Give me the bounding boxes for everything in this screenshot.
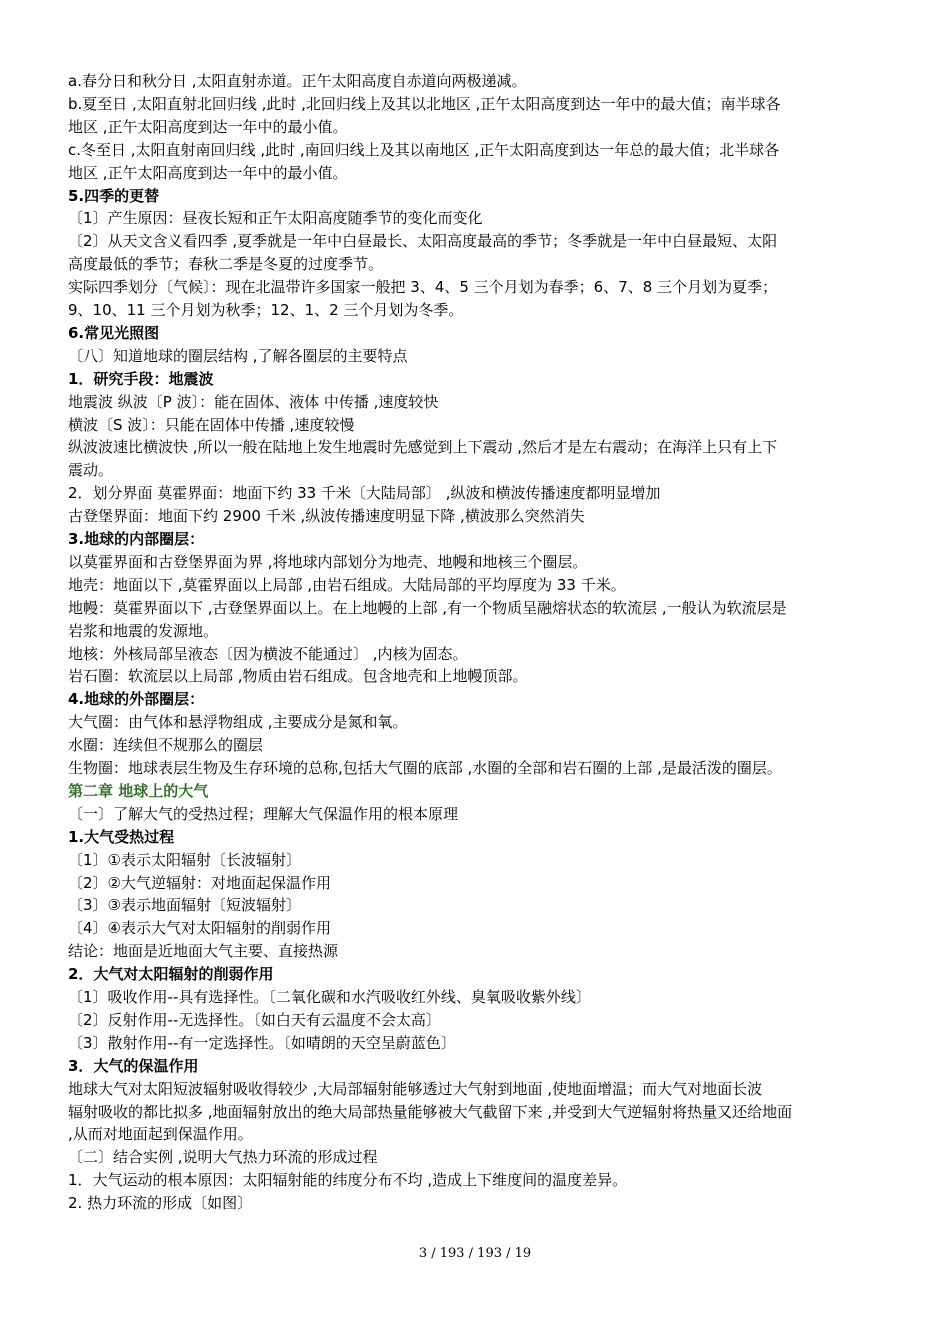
text-line: 横波〔S 波〕：只能在固体中传播 ,速度较慢 bbox=[68, 415, 355, 434]
text-line: a.春分日和秋分日 ,太阳直射赤道。正午太阳高度自赤道向两极递减。 bbox=[68, 72, 527, 90]
text-line: 〔4〕④表示大气对太阳辐射的削弱作用 bbox=[68, 919, 331, 938]
text-line: 〔2〕从天文含义看四季 ,夏季就是一年中白昼最长、太阳高度最高的季节；冬季就是一年中白昼最短、太阳 bbox=[68, 232, 778, 251]
text-line: 岩浆和地震的发源地。 bbox=[68, 621, 219, 640]
text-line: ,从而对地面起到保温作用。 bbox=[68, 1125, 253, 1144]
text-line: 生物圈：地球表层生物及生存环境的总称,包括大气圈的底部 ,水圈的全部和岩石圈的上部 ,是最活泼的圈层。 bbox=[68, 759, 782, 777]
text-line: 〔3〕散射作用--有一定选择性。〔如晴朗的天空呈蔚蓝色〕 bbox=[68, 1033, 456, 1052]
text-line: 2. 热力环流的形成〔如图〕 bbox=[68, 1194, 253, 1213]
text-line: 地幔：莫霍界面以下 ,古登堡界面以上。在上地幔的上部 ,有一个物质呈融熔状态的软流层 ,一般认为软流层是 bbox=[68, 598, 787, 617]
text-line: 〔3〕③表示地面辐射〔短波辐射〕 bbox=[68, 896, 301, 915]
text-line: 以莫霍界面和古登堡界面为界 ,将地球内部划分为地壳、地幔和地核三个圈层。 bbox=[68, 552, 588, 571]
text-line: 岩石圈：软流层以上局部 ,物质由岩石组成。包含地壳和上地幔顶部。 bbox=[68, 667, 528, 686]
text-line: 〔一〕了解大气的受热过程；理解大气保温作用的根本原理 bbox=[68, 804, 459, 823]
section-heading: 1．研究手段：地震波 bbox=[68, 369, 214, 388]
text-line: 2．划分界面 莫霍界面：地面下约 33 千米〔大陆局部〕 ,纵波和横波传播速度都明显增加 bbox=[68, 484, 661, 503]
text-line: 〔2〕②大气逆辐射：对地面起保温作用 bbox=[68, 873, 331, 892]
text-line: 地核：外核局部呈液态〔因为横波不能通过〕 ,内核为固态。 bbox=[68, 644, 468, 663]
text-line: 纵波波速比横波快 ,所以一般在陆地上发生地震时先感觉到上下震动 ,然后才是左右震动；在海洋上只有上下 bbox=[68, 438, 778, 457]
section-heading: 1.大气受热过程 bbox=[68, 827, 175, 846]
page-number: 3 / 193 / 193 / 19 bbox=[418, 1246, 532, 1261]
text-line: 〔八〕知道地球的圈层结构 ,了解各圈层的主要特点 bbox=[68, 346, 408, 365]
text-line: 震动。 bbox=[68, 461, 114, 480]
text-line: 辐射吸收的都比拟多 ,地面辐射放出的绝大局部热量能够被大气截留下来 ,并受到大气逆辐射将热量又还给地面 bbox=[68, 1102, 793, 1121]
text-line: 结论：地面是近地面大气主要、直接热源 bbox=[68, 942, 339, 961]
text-line: 9、10、11 三个月划为秋季；12、1、2 三个月划为冬季。 bbox=[68, 301, 464, 319]
text-line: 地区 ,正午太阳高度到达一年中的最小值。 bbox=[68, 163, 348, 182]
section-heading: 5.四季的更替 bbox=[68, 186, 160, 205]
text-line: 〔1〕产生原因：昼夜长短和正午太阳高度随季节的变化而变化 bbox=[68, 209, 483, 228]
text-line: 大气圈：由气体和悬浮物组成 ,主要成分是氮和氧。 bbox=[68, 713, 408, 732]
text-line: 高度最低的季节；春秋二季是冬夏的过度季节。 bbox=[68, 255, 384, 274]
chapter-heading: 第二章 地球上的大气 bbox=[68, 781, 209, 800]
section-heading: 6.常见光照图 bbox=[68, 323, 160, 342]
section-heading: 3．大气的保温作用 bbox=[68, 1056, 199, 1075]
text-line: c.冬至日 ,太阳直射南回归线 ,此时 ,南回归线上及其以南地区 ,正午太阳高度到达一年总的最大值；北半球各 bbox=[68, 140, 780, 159]
section-heading: 3.地球的内部圈层： bbox=[68, 530, 205, 548]
section-heading: 4.地球的外部圈层： bbox=[68, 690, 205, 709]
text-line: 地区 ,正午太阳高度到达一年中的最小值。 bbox=[68, 117, 348, 136]
text-line: b.夏至日 ,太阳直射北回归线 ,此时 ,北回归线上及其以北地区 ,正午太阳高度到达一年中的最大值；南半球各 bbox=[68, 94, 781, 113]
text-line: 地壳：地面以下 ,莫霍界面以上局部 ,由岩石组成。大陆局部的平均厚度为 33 千米。 bbox=[68, 575, 626, 594]
text-line: 古登堡界面：地面下约 2900 千米 ,纵波传播速度明显下降 ,横波那么突然消失 bbox=[68, 507, 585, 526]
text-line: 水圈：连续但不规那么的圈层 bbox=[68, 736, 264, 755]
section-heading: 2．大气对太阳辐射的削弱作用 bbox=[68, 965, 274, 984]
text-line: 地球大气对太阳短波辐射吸收得较少 ,大局部辐射能够透过大气射到地面 ,使地面增温；而大气对地面长波 bbox=[68, 1079, 763, 1098]
text-line: 〔1〕吸收作用--具有选择性。〔二氧化碳和水汽吸收红外线、臭氧吸收紫外线〕 bbox=[68, 988, 591, 1006]
text-line: 〔1〕①表示太阳辐射〔长波辐射〕 bbox=[68, 850, 301, 869]
text-line: 实际四季划分〔气候〕：现在北温带许多国家一般把 3、4、5 三个月划为春季；6、7、8 三个月划为夏季； bbox=[68, 278, 778, 297]
text-line: 〔二〕结合实例 ,说明大气热力环流的形成过程 bbox=[68, 1148, 378, 1167]
text-line: 地震波 纵波〔P 波〕：能在固体、液体 中传播 ,速度较快 bbox=[68, 392, 439, 411]
text-line: 1．大气运动的根本原因：太阳辐射能的纬度分布不均 ,造成上下维度间的温度差异。 bbox=[68, 1171, 628, 1190]
text-line: 〔2〕反射作用--无选择性。〔如白天有云温度不会太高〕 bbox=[68, 1010, 441, 1029]
